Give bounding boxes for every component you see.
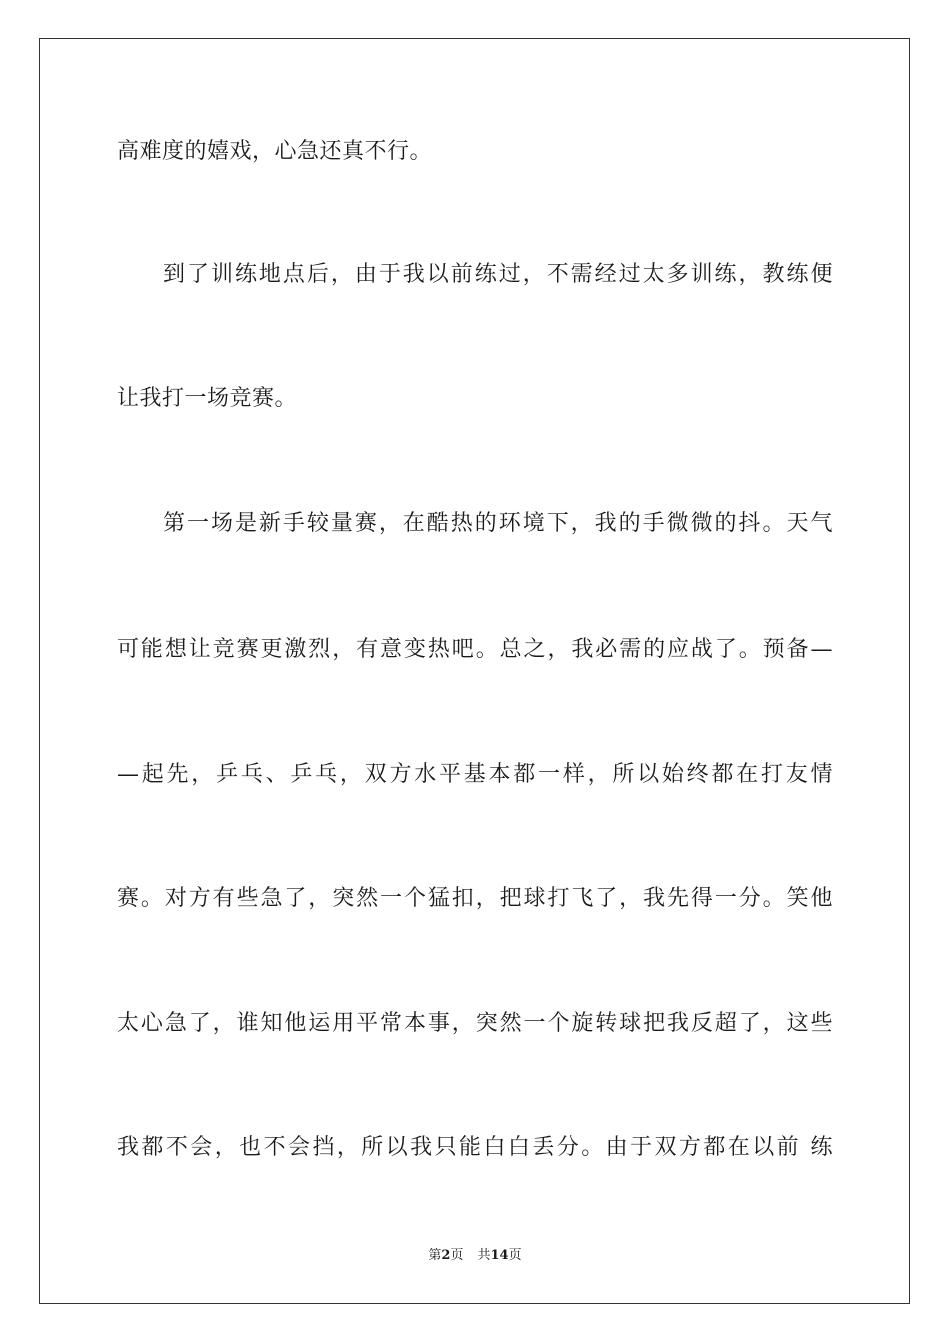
page-suffix: 页 bbox=[450, 1248, 464, 1263]
total-pages: 14 bbox=[490, 1248, 509, 1263]
page-footer bbox=[0, 1247, 950, 1265]
text-line-2: 到了训练地点后，由于我以前练过，不需经过太多训练，教练便 bbox=[163, 262, 833, 287]
text-line-7: 赛。对方有些急了，突然一个猛扣，把球打飞了，我先得一分。笑他 bbox=[117, 886, 833, 911]
text-line-6: —起先，乒乓、乒乓，双方水平基本都一样，所以始终都在打友情 bbox=[117, 762, 833, 787]
page-border bbox=[39, 38, 910, 1304]
text-line-8: 太心急了，谁知他运用平常本事，突然一个旋转球把我反超了，这些 bbox=[117, 1011, 833, 1036]
text-line-4: 第一场是新手较量赛，在酷热的环境下，我的手微微的抖。天气 bbox=[163, 511, 833, 536]
total-prefix: 共 bbox=[477, 1248, 491, 1263]
page-number: 2 bbox=[441, 1248, 451, 1263]
total-suffix: 页 bbox=[508, 1248, 522, 1263]
text-line-3: 让我打一场竞赛。 bbox=[117, 386, 298, 411]
text-line-5: 可能想让竞赛更激烈，有意变热吧。总之，我必需的应战了。预备— bbox=[117, 637, 833, 662]
text-line-9: 我都不会，也不会挡，所以我只能白白丢分。由于双方都在以前 练 bbox=[117, 1135, 833, 1160]
text-line-1: 高难度的嬉戏，心急还真不行。 bbox=[117, 139, 433, 164]
page-prefix: 第 bbox=[428, 1248, 442, 1263]
